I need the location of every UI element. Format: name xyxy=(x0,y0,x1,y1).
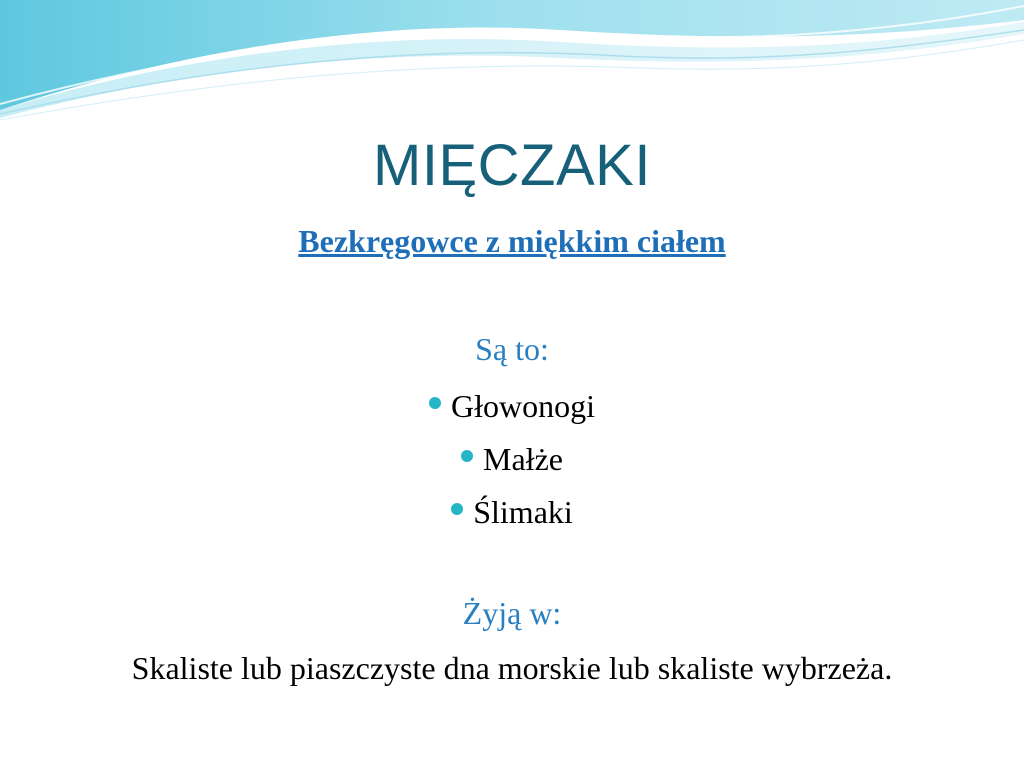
list-item xyxy=(0,380,1024,433)
bullet-dot-icon xyxy=(461,450,473,462)
bullet-dot-icon xyxy=(429,397,441,409)
list-item xyxy=(0,433,1024,486)
list-item xyxy=(0,486,1024,539)
header-wave-decoration xyxy=(0,0,1024,130)
list-item-label: Ślimaki xyxy=(473,494,573,530)
label-live: Żyją w: xyxy=(462,595,562,631)
bullet-dot-icon xyxy=(451,503,463,515)
list-item-label: Małże xyxy=(483,441,563,477)
slide-title: MIĘCZAKI xyxy=(373,133,651,198)
label-are: Są to: xyxy=(475,331,549,367)
slide-subtitle: Bezkręgowce z miękkim ciałem xyxy=(298,223,726,259)
list-item-label: Głowonogi xyxy=(451,388,595,424)
habitat-text: Skaliste lub piaszczyste dna morskie lub skaliste wybrzeża. xyxy=(131,650,893,686)
mollusk-list xyxy=(0,380,1024,539)
